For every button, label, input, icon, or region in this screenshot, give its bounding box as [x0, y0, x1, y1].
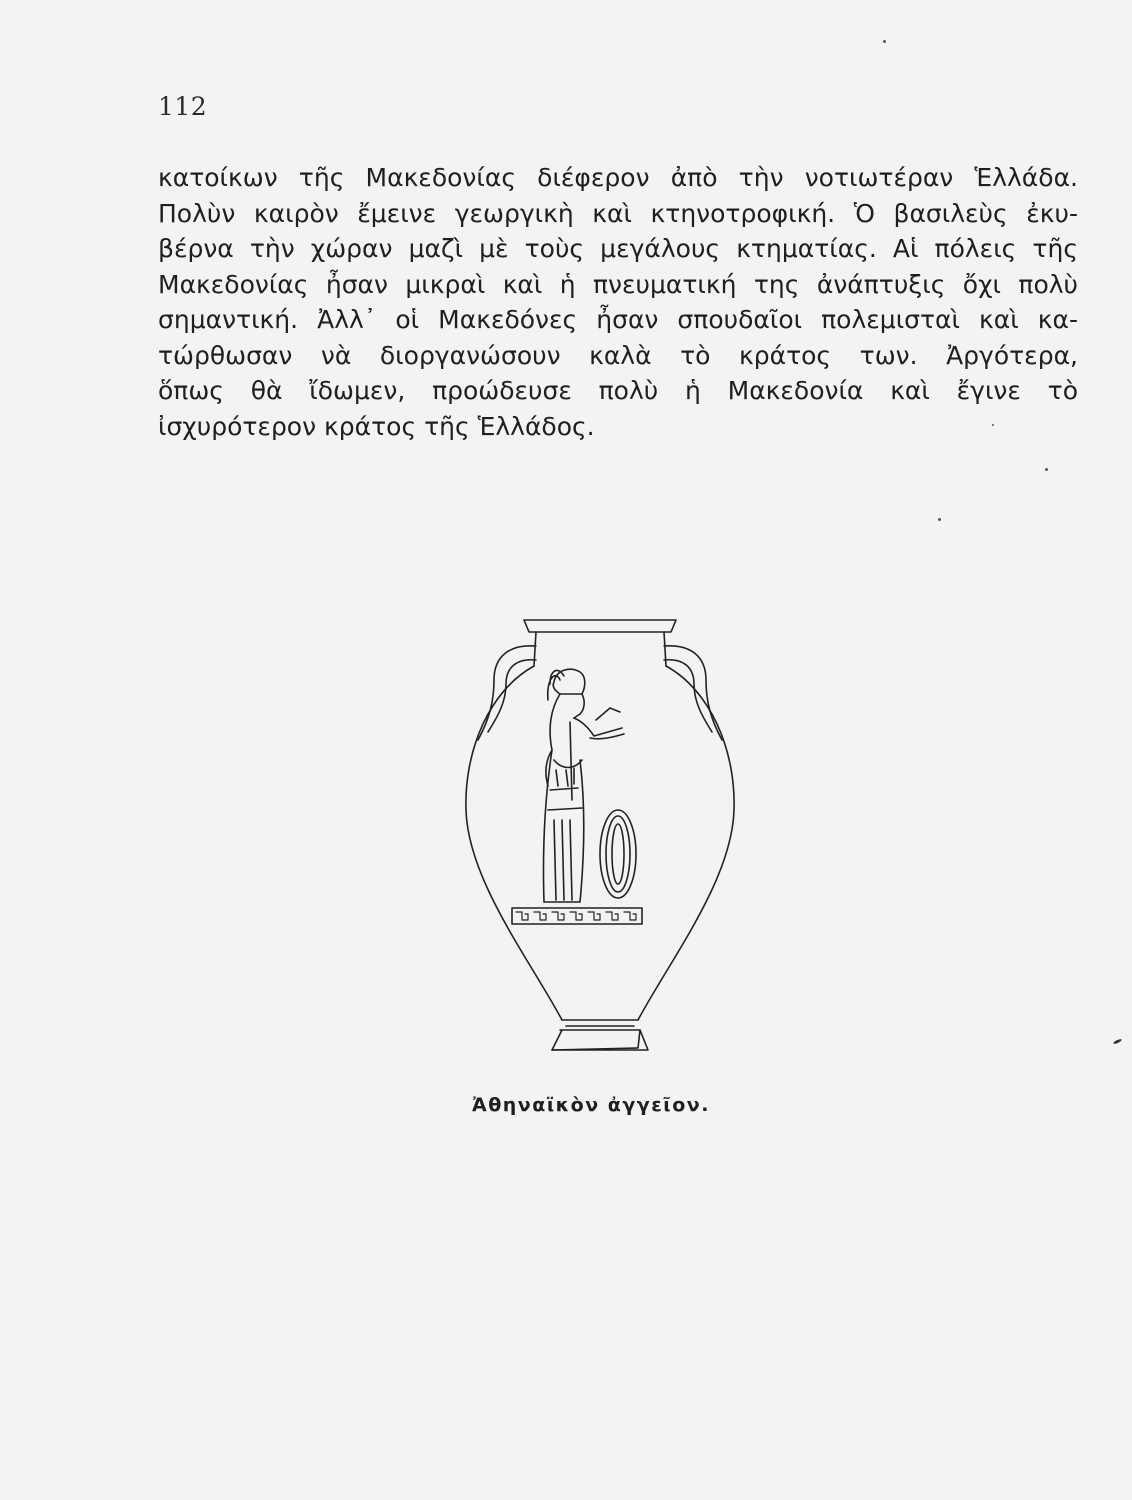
vase-rim [524, 620, 676, 632]
amphora-illustration [450, 610, 750, 1060]
text-line: Μακεδονίας ἦσαν μικραὶ καὶ ἡ πνευματική της ἀνάπτυξις ὄχι πολὺ [158, 269, 1078, 299]
scan-speck [992, 424, 994, 426]
text-line: Πολὺν καιρὸν ἔμεινε γεωργικὴ καὶ κτηνοτροφική. Ὁ βασιλεὺς ἐκυ- [158, 198, 1078, 228]
scan-speck [938, 518, 941, 521]
vase-handle-right [664, 646, 722, 740]
vase-foot [552, 1030, 640, 1050]
vase-neck [534, 632, 666, 666]
scan-speck [1045, 468, 1048, 471]
text-line: σημαντική. Ἀλλ᾽ οἱ Μακεδόνες ἦσαν σπουδαῖοι πολεμισταὶ καὶ κα- [158, 305, 1078, 334]
scan-speck [883, 40, 886, 43]
text-line: βέρνα τὴν χώραν μαζὶ μὲ τοὺς μεγάλους κτηματίας. Αἱ πόλεις τῆς [158, 234, 1078, 263]
figure-caption: Ἀθηναϊκὸν ἀγγεῖον. [472, 1094, 710, 1116]
text-line: κατοίκων τῆς Μακεδονίας διέφερον ἀπὸ τὴν νοτιωτέραν Ἑλλάδα. [158, 163, 1078, 192]
body-paragraph [158, 160, 1078, 444]
text-line: τώρθωσαν νὰ διοργανώσουν καλὰ τὸ κράτος των. Ἀργότερα, [158, 340, 1078, 370]
athena-figure [553, 669, 585, 694]
page-number: 112 [158, 92, 208, 121]
text-line: ἰσχυρότερον κράτος τῆς Ἑλλάδος. [158, 411, 595, 441]
vase-handle-left [478, 646, 536, 740]
meander-base [512, 908, 642, 924]
scan-speck [1113, 1038, 1122, 1045]
text-line: ὅπως θὰ ἴδωμεν, προώδευσε πολὺ ἡ Μακεδονία καὶ ἔγινε τὸ [158, 376, 1078, 405]
